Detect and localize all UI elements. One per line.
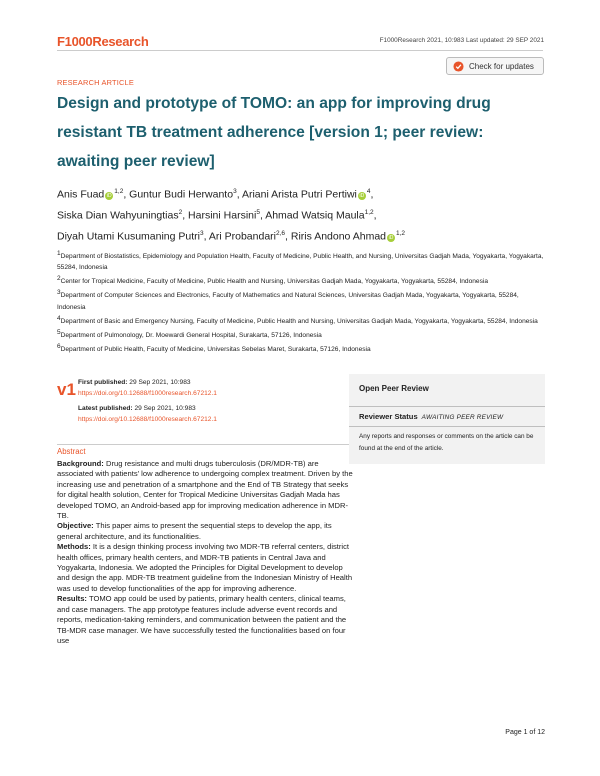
header-meta: F1000Research 2021, 10:983 Last updated: 29 SEP 2021 [379,37,544,44]
orcid-icon[interactable]: iD [106,192,112,199]
affiliation-text: Department of Public Health, Faculty of Medicine, Universitas Sebelas Maret, Surakarta, 57126, Indonesia [60,346,371,354]
author-line-1 [57,183,547,204]
orcid-icon[interactable]: iD [359,192,365,199]
abstract-objective [57,521,353,542]
affiliation-text: Department of Biostatistics, Epidemiology and Population Health, Faculty of Medicine, Public Health, and Nursing, Universitas Gadjah Mada, Yogyakarta, Yogyakarta, 55284, Indonesia [57,253,544,272]
author-line-3 [57,225,547,246]
latest-published-value: 29 Sep 2021, 10:983 [134,405,196,412]
publication-dates [78,378,338,425]
author-name[interactable]: , Ari Probandari [203,230,276,243]
reviewer-status [359,412,503,421]
abstract-background-text: Drug resistance and multi drugs tuberculosis (DR/MDR-TB) are associated with patients' low adherence to undergoing complex treatment. Driven by the increasing use and penetration of a smartphone and the End of TB Strategy that seeks for digital health solution, Center for Tropical Medicine Universitas Gadjah Mada has developed TOMO, an Android-based app for improving medication adherence in MDR-TB. [57,459,353,521]
affiliation-item [57,327,547,341]
author-separator: , [370,188,374,201]
abstract-results [57,594,353,646]
affiliation-number: 4 [57,314,61,322]
version-label: v1 [57,380,76,399]
author-name[interactable]: Diyah Utami Kusumaning Putri [57,230,200,243]
peer-review-note: Any reports and responses or comments on the article can be found at the end of the article. [359,433,534,452]
author-affil-ref: 4 [366,188,371,195]
author-list [57,183,547,246]
affiliation-list [57,248,547,355]
abstract-objective-text: This paper aims to present the sequential steps to develop the app, its general architecture, and its functionalities. [57,521,332,541]
article-title: Design and prototype of TOMO: an app for improving drug resistant TB treatment adherence [version 1; peer review: awaiting peer review] [57,95,491,170]
abstract-objective-label: Objective: [57,521,94,531]
author-name[interactable]: , Ahmad Watsiq Maula [259,209,365,222]
first-published-value: 29 Sep 2021, 10:983 [129,379,191,386]
author-affil-ref: 1,2 [114,188,124,195]
journal-logo[interactable]: F1000Research [57,34,149,49]
panel-divider [349,426,545,427]
open-peer-review-title: Open Peer Review [359,384,429,393]
orcid-icon[interactable]: iD [388,234,394,241]
check-updates-icon [453,61,464,72]
latest-doi-link[interactable]: https://doi.org/10.12688/f1000research.67212.1 [78,415,217,423]
affiliation-number: 6 [57,342,61,350]
affiliation-number: 5 [57,328,61,336]
check-for-updates-button[interactable] [446,57,544,75]
affiliation-item [57,287,547,312]
reviewer-status-value: AWAITING PEER REVIEW [421,414,504,421]
author-separator: , [373,209,377,222]
author-affil-ref: 1,2 [396,230,406,237]
first-doi-link[interactable]: https://doi.org/10.12688/f1000research.67212.1 [78,389,217,397]
author-name[interactable]: Siska Dian Wahyuningtias [57,209,179,222]
abstract-methods-text: It is a design thinking process involving two MDR-TB referral centers, district health offices, primary health centers, and MDR-TB patients in Central Java and Yogyakarta, Indonesia. We adopted the Principles for Digital Development to develop and design the app. MDR-TB treatment guideline from the Indonesian Ministry of Health was used to develop functionalities of the app for improving adherence. [57,542,353,593]
abstract-background-label: Background: [57,459,104,468]
affiliation-text: Center for Tropical Medicine, Faculty of Medicine, Public Health and Nursing, Universitas Gadjah Mada, Yogyakarta, Yogyakarta, 55284, Indonesia [60,278,488,286]
abstract-results-label: Results: [57,594,87,604]
affiliation-number: 3 [57,289,61,297]
page-number: Page 1 of 12 [505,729,545,736]
author-affil-ref: 2 [178,209,183,216]
author-name[interactable]: Anis Fuad [57,188,105,201]
abstract-methods [57,542,353,594]
affiliation-number: 2 [57,275,61,283]
affiliation-number: 1 [57,250,61,257]
author-affil-ref: 1,2 [364,209,374,216]
latest-published-label: Latest published: [78,405,133,412]
panel-divider [349,406,545,407]
affiliation-item [57,313,547,327]
author-affil-ref: 5 [256,209,260,216]
open-peer-review-panel [349,374,545,464]
author-name[interactable]: , Harsini Harsini [182,209,257,222]
author-name[interactable]: , Guntur Budi Herwanto [123,188,234,201]
author-name[interactable]: , Riris Andono Ahmad [285,230,387,243]
reviewer-status-label: Reviewer Status [359,412,418,421]
first-published-label: First published: [78,379,128,386]
affiliation-item [57,248,547,273]
author-affil-ref: 3 [233,188,237,195]
abstract-results-text: TOMO app could be used by patients, primary health centers, clinical teams, and case managers. The app prototype features include adverse event records and reports, medication-taking reminders, and communication between the patient and the TB-MDR case manager. We have successfully tested the functionalities based on four use [57,594,347,645]
header-divider [57,50,543,51]
affiliation-item [57,341,547,355]
abstract-divider [57,444,349,445]
abstract-body [57,459,353,646]
author-affil-ref: 3 [199,230,204,237]
abstract-methods-label: Methods: [57,542,91,552]
affiliation-text: Department of Basic and Emergency Nursing, Faculty of Medicine, Public Health and Nursing, Universitas Gadjah Mada, Yogyakarta, Yogyakarta, 55284, Indonesia [60,317,538,325]
check-updates-label: Check for updates [469,61,534,71]
author-name[interactable]: , Ariani Arista Putri Pertiwi [236,188,357,201]
affiliation-text: Department of Pulmonology, Dr. Moewardi General Hospital, Surakarta, 57126, Indonesia [60,331,322,339]
abstract-heading: Abstract [57,447,86,456]
abstract-background [57,459,353,521]
affiliation-text: Department of Computer Sciences and Electronics, Faculty of Mathematics and Natural Sciences, Universitas Gadjah Mada, Yogyakarta, Yogyakarta, 55284, Indonesia [57,292,519,311]
author-affil-ref: 2,6 [275,230,286,237]
article-type-label: RESEARCH ARTICLE [57,78,134,87]
author-line-2 [57,204,547,225]
affiliation-item [57,273,547,287]
